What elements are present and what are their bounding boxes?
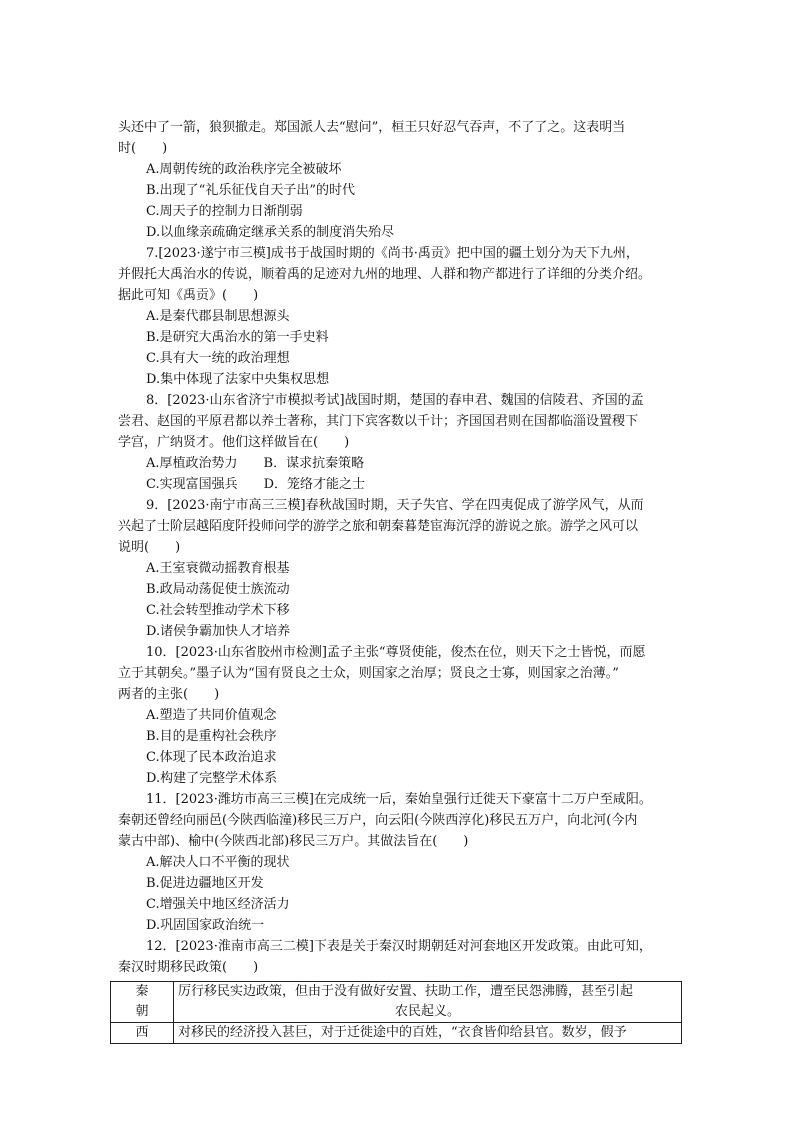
text-line: 头还中了一箭，狼狈撤走。郑国派人去“慰问”，桓王只好忍气吞声，不了了之。这表明当 — [118, 120, 626, 135]
table-row — [111, 1023, 682, 1044]
text-line: 尝君、赵国的平原君都以养士著称，其门下宾客数以千计；齐国国君则在国都临淄设置稷下 — [118, 414, 639, 429]
option-b: B.政局动荡促使士族流动 — [146, 582, 290, 597]
text-line: 秦汉时期移民政策( ) — [118, 960, 259, 975]
table-cell-text — [174, 1023, 682, 1044]
option-c: C.增强关中地区经济活力 — [146, 897, 290, 912]
option-d: D.以血缘亲疏确定继承关系的制度消失殆尽 — [146, 225, 395, 240]
question-9-stem: 9．[2023·南宁市高三三模]春秋战国时期，天子失官、学在四夷促成了游学风气，从而 — [146, 498, 644, 513]
option-a: A.塑造了共同价值观念 — [146, 708, 277, 723]
option-b: B.是研究大禹治水的第一手史料 — [146, 330, 329, 345]
option-d: D.巩固国家政治统一 — [146, 918, 265, 933]
option-a: A.解决人口不平衡的现状 — [146, 855, 290, 870]
text-line: 秦朝还曾经向丽邑(今陕西临潼)移民三万户，向云阳(今陕西淳化)移民五万户，向北河(今内 — [118, 813, 638, 828]
question-10-stem: 10．[2023·山东省胶州市检测]孟子主张“尊贤使能，俊杰在位，则天下之士皆悦，而愿 — [146, 645, 646, 660]
question-12-stem: 12．[2023·淮南市高三二模]下表是关于秦汉时期朝廷对河套地区开发政策。由此可知， — [146, 939, 652, 954]
option-a: A.周朝传统的政治秩序完全被破坏 — [146, 162, 342, 177]
text-line: 蒙古中部)、榆中(今陕西北部)移民三万户。其做法旨在( ) — [118, 834, 469, 849]
option-c: C.周天子的控制力日渐削弱 — [146, 204, 303, 219]
option-d: D.集中体现了法家中央集权思想 — [146, 372, 330, 387]
table-row — [111, 982, 682, 1023]
cell-line: 对移民的经济投入甚巨，对于迁徙途中的百姓，“衣食皆仰给县官。数岁，假予 — [178, 1025, 627, 1040]
table-cell-era — [111, 982, 174, 1023]
option-cd: C.实现富国强兵 D．笼络才能之士 — [146, 477, 366, 492]
option-ab: A.厚植政治势力 B．谋求抗秦策略 — [146, 456, 365, 471]
table-cell-text — [174, 982, 682, 1023]
option-c: C.具有大一统的政治理想 — [146, 351, 290, 366]
era-char: 西 — [135, 1025, 149, 1040]
table-cell-era — [111, 1023, 174, 1044]
question-8-stem: 8．[2023·山东省济宁市模拟考试]战国时期，楚国的春申君、魏国的信陵君、齐国的孟 — [146, 393, 644, 408]
text-line: 说明( ) — [118, 540, 181, 555]
text-line: 据此可知《禹贡》( ) — [118, 288, 259, 303]
question-11-stem: 11．[2023·潍坊市高三三模]在完成统一后，秦始皇强行迁徙天下豪富十二万户至咸阳。 — [146, 792, 652, 807]
text-line: 立于其朝矣。”墨子认为“国有贤良之士众，则国家之治厚；贤良之士寡，则国家之治薄。” — [118, 666, 619, 681]
option-b: B.促进边疆地区开发 — [146, 876, 264, 891]
option-a: A.是秦代郡县制思想源头 — [146, 309, 290, 324]
text-line: 并假托大禹治水的传说，顺着禹的足迹对九州的地理、人群和物产都进行了详细的分类介绍。 — [118, 267, 652, 282]
option-d: D.构建了完整学术体系 — [146, 771, 278, 786]
policy-table — [110, 981, 682, 1044]
text-line: 时( ) — [118, 141, 168, 156]
era-char: 朝 — [135, 1004, 149, 1019]
era-char: 秦 — [135, 984, 149, 999]
text-line: 学宫，广纳贤才。他们这样做旨在( ) — [118, 435, 350, 450]
option-a: A.王室衰微动摇教育根基 — [146, 561, 290, 576]
text-line: 兴起了士阶层越陌度阡投师问学的游学之旅和朝秦暮楚宦海沉浮的游说之旅。游学之风可以 — [118, 519, 639, 534]
cell-line: 农民起义。 — [394, 1004, 460, 1019]
option-d: D.诸侯争霸加快人才培养 — [146, 624, 291, 639]
option-c: C.体现了民本政治追求 — [146, 750, 277, 765]
question-7-stem: 7.[2023·遂宁市三模]成书于战国时期的《尚书·禹贡》把中国的疆土划分为天下九州， — [146, 246, 639, 261]
cell-line: 厉行移民实边政策，但由于没有做好安置、扶助工作，遭至民怨沸腾，甚至引起 — [178, 984, 634, 999]
text-line: 两者的主张( ) — [118, 687, 220, 702]
option-c: C.社会转型推动学术下移 — [146, 603, 290, 618]
option-b: B.目的是重构社会秩序 — [146, 729, 277, 744]
option-b: B.出现了“礼乐征伐自天子出”的时代 — [146, 183, 355, 198]
